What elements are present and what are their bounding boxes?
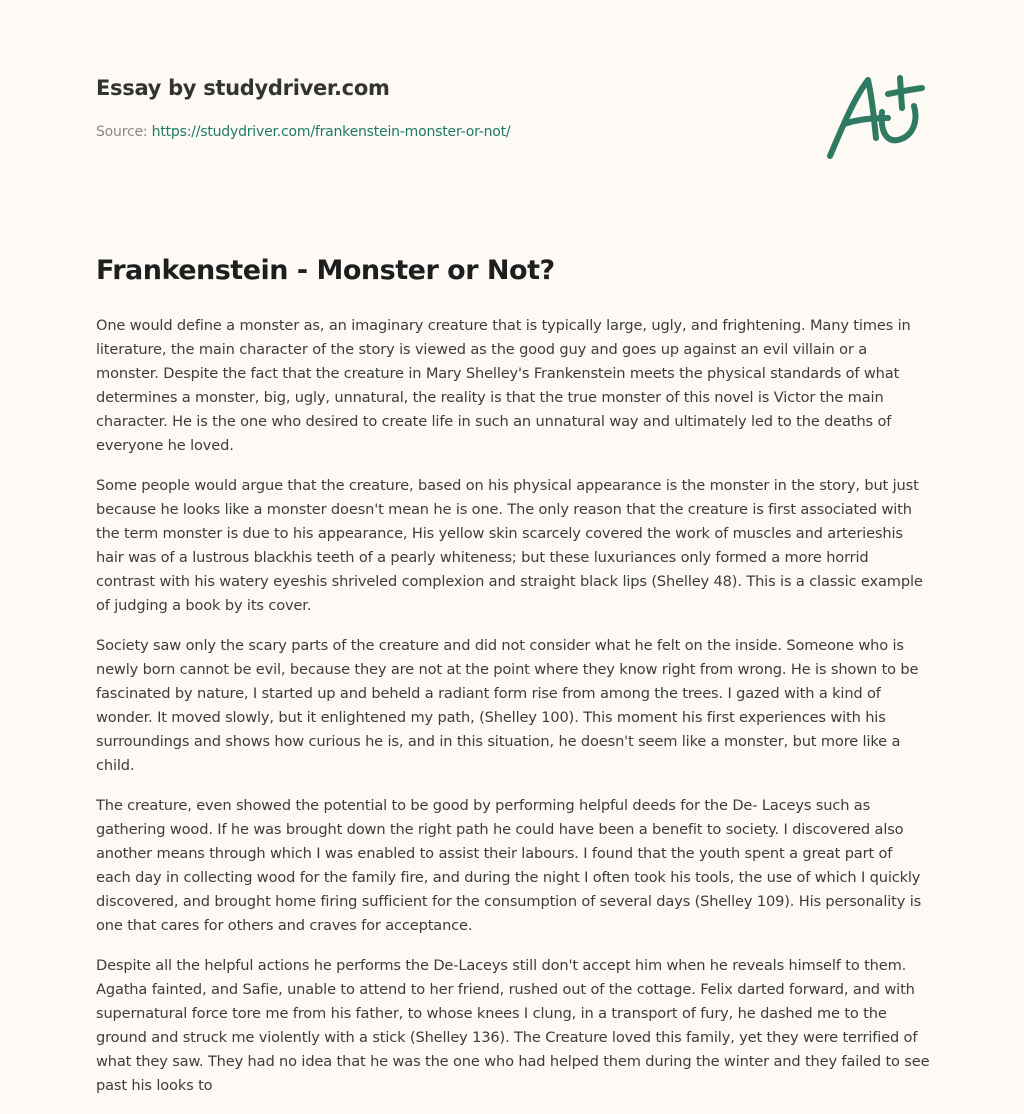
source-link[interactable]: https://studydriver.com/frankenstein-monster-or-not/ — [151, 124, 511, 140]
a-plus-grade-icon — [822, 68, 928, 164]
site-header — [96, 76, 796, 140]
paragraph: Despite all the helpful actions he performs the De-Laceys still don't accept him when he reveals himself to them. Agatha fainted, and Safie, unable to attend to her friend, rushed out of the cottage. Felix darted forward, and with supernatural force tore me from his father, to whose knees I clung, in a transport of fury, he dashed me to the ground and struck me violently with a stick (Shelley 136). The Creature loved this family, yet they were terrified of what they saw. They had no idea that he was the one who had helped them during the winter and they failed to see past his looks to — [96, 957, 930, 1094]
article-body — [96, 314, 930, 1114]
article-title: Frankenstein - Monster or Not? — [96, 255, 555, 286]
paragraph: The creature, even showed the potential to be good by performing helpful deeds for the De- Laceys such as gathering wood. If he was brought down the right path he could have been a benefit to society. I discovered also another means through which I was enabled to assist their labours. I found that the youth spent a great part of each day in collecting wood for the family fire, and during the night I often took his tools, the use of which I quickly discovered, and brought home firing sufficient for the consumption of several days (Shelley 109). His personality is one that cares for others and craves for acceptance. — [96, 797, 922, 934]
paragraph: Society saw only the scary parts of the creature and did not consider what he felt on the inside. Someone who is newly born cannot be evil, because they are not at the point where they know right from wrong. He is shown to be fascinated by nature, I started up and beheld a radiant form rise from among the trees. I gazed with a kind of wonder. It moved slowly, but it enlightened my path, (Shelley 100). This moment his first experiences with his surroundings and shows how curious he is, and in this situation, he doesn't seem like a monster, but more like a child. — [96, 637, 919, 774]
paragraph: Some people would argue that the creature, based on his physical appearance is the monster in the story, but just because he looks like a monster doesn't mean he is one. The only reason that the creature is first associated with the term monster is due to his appearance, His yellow skin scarcely covered the work of muscles and arterieshis hair was of a lustrous blackhis teeth of a pearly whiteness; but these luxuriances only formed a more horrid contrast with his watery eyeshis shriveled complexion and straight black lips (Shelley 48). This is a classic example of judging a book by its cover. — [96, 477, 923, 614]
source-line — [96, 124, 510, 140]
paragraph: One would define a monster as, an imaginary creature that is typically large, ugly, and frightening. Many times in literature, the main character of the story is viewed as the good guy and goes up against an evil villain or a monster. Despite the fact that the creature in Mary Shelley's Frankenstein meets the physical standards of what determines a monster, big, ugly, unnatural, the reality is that the true monster of this novel is Victor the main character. He is the one who desired to create life in such an unnatural way and ultimately led to the deaths of everyone he loved. — [96, 317, 911, 454]
source-label: Source: — [96, 124, 152, 140]
brand-title: Essay by studydriver.com — [96, 76, 390, 100]
